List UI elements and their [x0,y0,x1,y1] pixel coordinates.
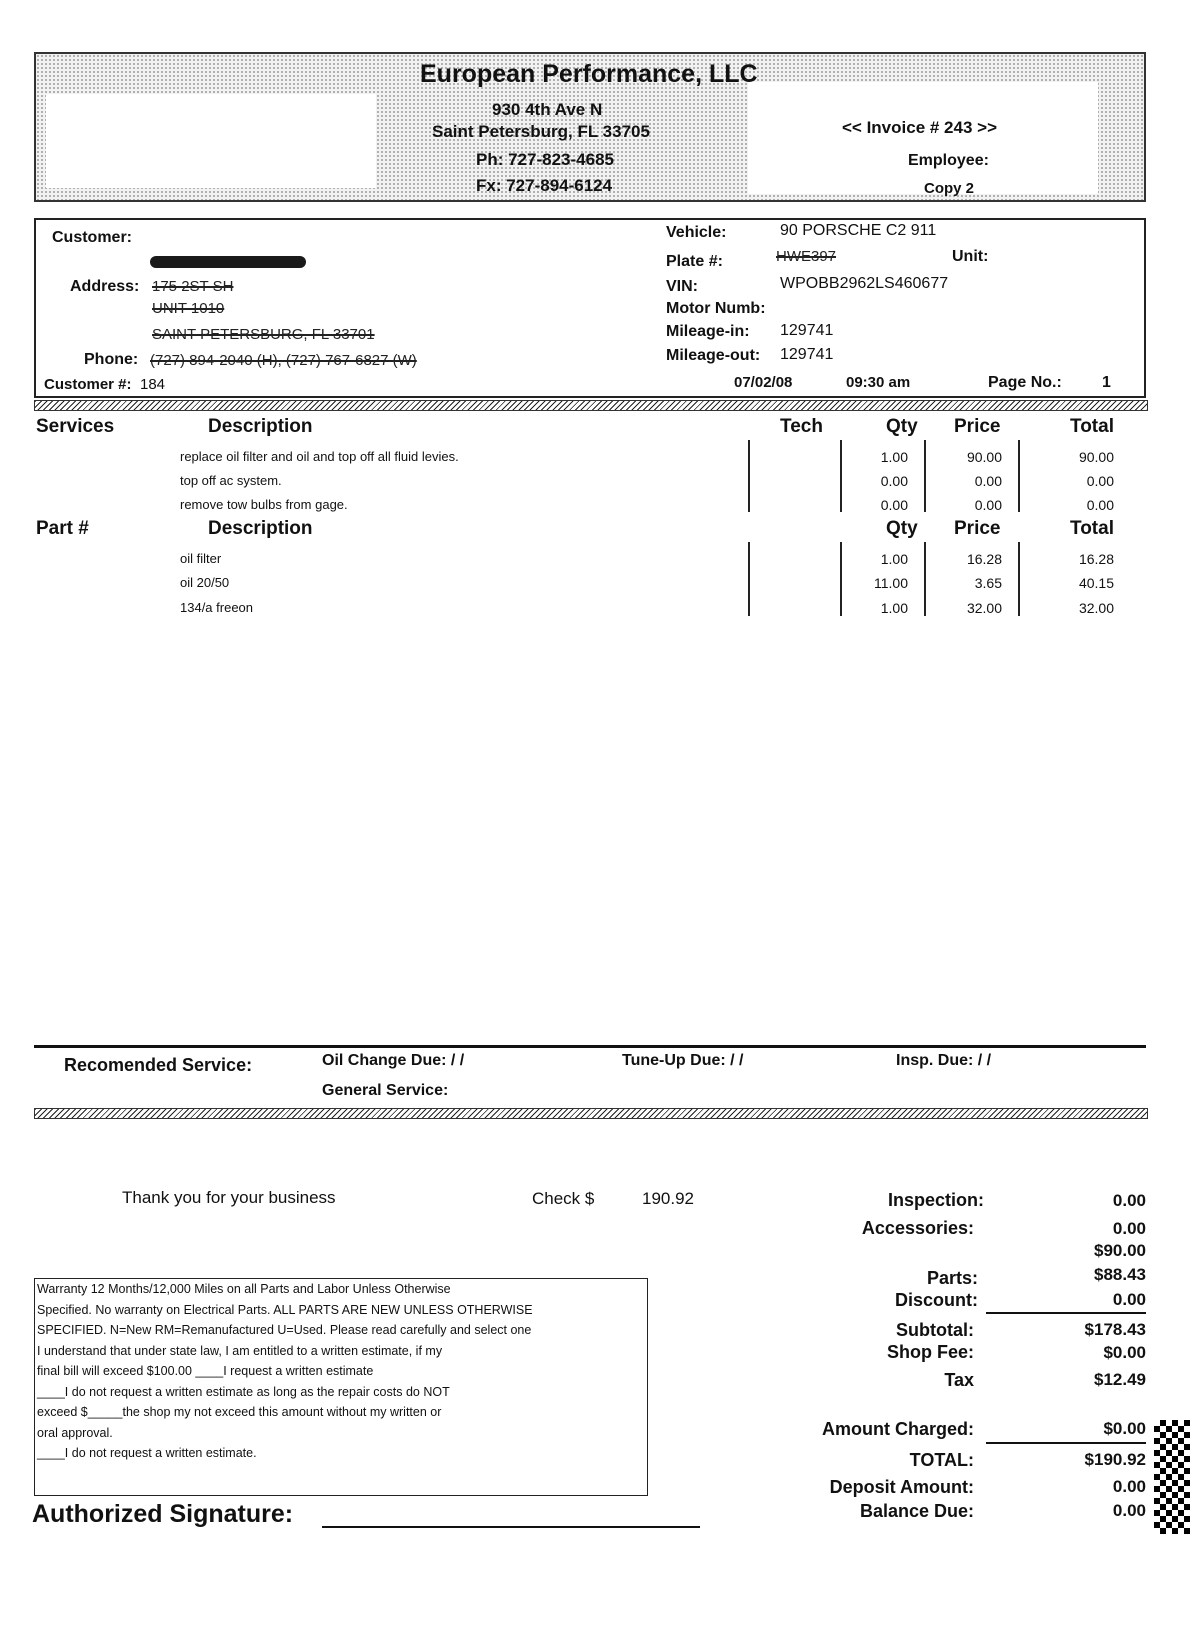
customer-number-label: Customer #: [44,376,132,393]
parts-qty-header: Qty [886,518,918,539]
part-row-price: 3.65 [974,575,1002,591]
part-row-total: 32.00 [1078,600,1114,616]
service-row-price: 90.00 [966,449,1002,465]
service-row-qty: 0.00 [880,473,908,489]
checkered-mark [1154,1420,1190,1534]
plate-value: HWE397 [776,248,837,265]
subtotal-amount: $178.43 [1084,1320,1146,1339]
page-number-label: Page No.: [988,374,1062,391]
part-row-total: 16.28 [1078,551,1114,567]
mileage-in-label: Mileage-in: [666,323,750,340]
inspection-due: Insp. Due: / / [896,1052,992,1069]
part-row-desc: oil 20/50 [180,575,230,590]
part-number-header: Part # [36,518,89,539]
warranty-line: final bill will exceed $100.00 ____I request a written estimate [37,1364,374,1378]
part-row-qty: 1.00 [880,551,908,567]
warranty-line: ____I do not request a written estimate. [37,1446,257,1460]
parts-total-header: Total [1070,518,1114,539]
column-divider [840,440,842,512]
oil-change-due: Oil Change Due: / / [322,1052,465,1069]
parts-description-header: Description [208,518,313,539]
service-row-price: 0.00 [974,473,1002,489]
part-row-desc: 134/a freeon [180,600,254,615]
parts-amount: $88.43 [1094,1265,1146,1284]
warranty-box [34,1278,648,1496]
company-address-1: 930 4th Ave N [492,100,603,119]
tune-up-due: Tune-Up Due: / / [622,1052,744,1069]
copy-label: Copy 2 [924,180,975,197]
authorized-signature-label: Authorized Signature: [32,1500,294,1528]
warranty-line: Warranty 12 Months/12,000 Miles on all Parts and Labor Unless Otherwise [37,1282,451,1296]
invoice-number: << Invoice # 243 >> [842,118,998,137]
deposit-label: Deposit Amount: [829,1477,974,1497]
check-label: Check $ [532,1189,595,1208]
subtotal-label: Subtotal: [896,1320,974,1340]
plate-label: Plate #: [666,253,723,270]
part-row-qty: 11.00 [874,575,908,591]
header-blank-panel [46,94,376,188]
address-line-3: SAINT PETERSBURG, FL 33701 [152,326,375,343]
labor-amount: $90.00 [1094,1241,1146,1260]
vin-label: VIN: [666,278,698,295]
price-header: Price [954,416,1001,437]
shop-fee-label: Shop Fee: [886,1342,974,1362]
customer-number: 184 [140,376,166,393]
phone-value: (727) 894-2040 (H), (727) 767-6827 (W) [150,352,417,369]
mileage-out: 129741 [780,346,834,363]
mileage-out-label: Mileage-out: [666,347,761,364]
discount-underline [986,1312,1146,1314]
tax-amount: $12.49 [1094,1370,1146,1389]
accessories-label: Accessories: [861,1218,974,1238]
part-row-total: 40.15 [1078,575,1114,591]
column-divider [1018,542,1020,616]
vehicle-value: 90 PORSCHE C2 911 [780,222,937,239]
qty-header: Qty [886,416,918,437]
inspection-amount: 0.00 [1112,1191,1146,1210]
hatch-divider [34,1108,1148,1119]
total-header: Total [1070,416,1114,437]
services-description-header: Description [208,416,313,437]
total-amount: $190.92 [1084,1450,1146,1469]
shop-fee-amount: $0.00 [1103,1343,1146,1362]
service-row-qty: 0.00 [880,497,908,513]
inspection-label: Inspection: [887,1190,984,1210]
part-row-price: 16.28 [966,551,1002,567]
service-row-desc: top off ac system. [180,473,282,488]
warranty-line: SPECIFIED. N=New RM=Remanufactured U=Used. Please read carefully and select one [37,1323,532,1337]
discount-amount: 0.00 [1112,1290,1146,1309]
deposit-amount: 0.00 [1112,1477,1146,1496]
warranty-line: Specified. No warranty on Electrical Parts. ALL PARTS ARE NEW UNLESS OTHERWISE [37,1302,533,1317]
address-line-2: UNIT 1010 [152,300,225,317]
parts-label: Parts: [926,1268,978,1288]
column-divider [924,440,926,512]
parts-price-header: Price [954,518,1001,539]
discount-label: Discount: [895,1290,978,1310]
column-divider [1018,440,1020,512]
invoice-time: 09:30 am [846,374,911,391]
check-amount: 190.92 [642,1189,694,1208]
column-divider [748,542,750,616]
accessories-amount: 0.00 [1112,1219,1146,1238]
company-address-2: Saint Petersburg, FL 33705 [432,122,650,141]
amount-charged-label: Amount Charged: [822,1419,974,1439]
vehicle-label: Vehicle: [666,224,727,241]
part-row-price: 32.00 [966,600,1002,616]
part-row-qty: 1.00 [880,600,908,616]
address-line-1: 175 2ST SH [152,278,234,295]
recommended-service-label: Recomended Service: [64,1055,253,1075]
motor-number-label: Motor Numb: [666,300,766,317]
address-label: Address: [70,278,140,295]
warranty-line: exceed $_____the shop my not exceed this amount without my written or [37,1405,442,1419]
warranty-line: oral approval. [37,1425,113,1440]
company-name: European Performance, LLC [420,60,758,88]
service-row-desc: replace oil filter and oil and top off all fluid levies. [180,449,459,464]
total-label: TOTAL: [909,1450,974,1470]
thank-you-message: Thank you for your business [122,1188,336,1207]
part-row-desc: oil filter [180,551,222,566]
customer-label: Customer: [52,229,133,246]
column-divider [840,542,842,616]
hatch-divider [34,400,1148,411]
signature-line[interactable] [322,1526,700,1528]
service-row-total: 0.00 [1086,497,1114,513]
company-phone: Ph: 727-823-4685 [476,150,614,169]
employee-label: Employee: [908,152,989,169]
invoice-header [34,52,1146,202]
service-row-qty: 1.00 [880,449,908,465]
invoice-date: 07/02/08 [734,374,793,391]
column-divider [924,542,926,616]
balance-due-label: Balance Due: [859,1501,974,1521]
services-header: Services [36,416,115,437]
warranty-line: ____I do not request a written estimate as long as the repair costs do NOT [37,1384,450,1399]
service-row-total: 0.00 [1086,473,1114,489]
phone-label: Phone: [84,351,139,368]
charged-underline [986,1442,1146,1444]
tech-header: Tech [780,416,823,437]
mileage-in: 129741 [780,322,834,339]
general-service-label: General Service: [322,1082,449,1099]
service-row-desc: remove tow bulbs from gage. [180,497,348,512]
invoice-panel [748,82,1098,194]
page-number: 1 [1102,374,1111,391]
service-row-total: 90.00 [1078,449,1114,465]
column-divider [748,440,750,512]
unit-label: Unit: [952,248,989,265]
tax-label: Tax [944,1370,974,1390]
warranty-line: I understand that under state law, I am entitled to a written estimate, if my [37,1343,443,1358]
section-rule [34,1045,1146,1048]
company-fax: Fx: 727-894-6124 [476,176,613,195]
balance-due: 0.00 [1112,1501,1146,1520]
service-row-price: 0.00 [974,497,1002,513]
amount-charged: $0.00 [1103,1419,1146,1438]
customer-name-redacted [150,256,306,268]
vin-value: WPOBB2962LS460677 [780,275,949,292]
